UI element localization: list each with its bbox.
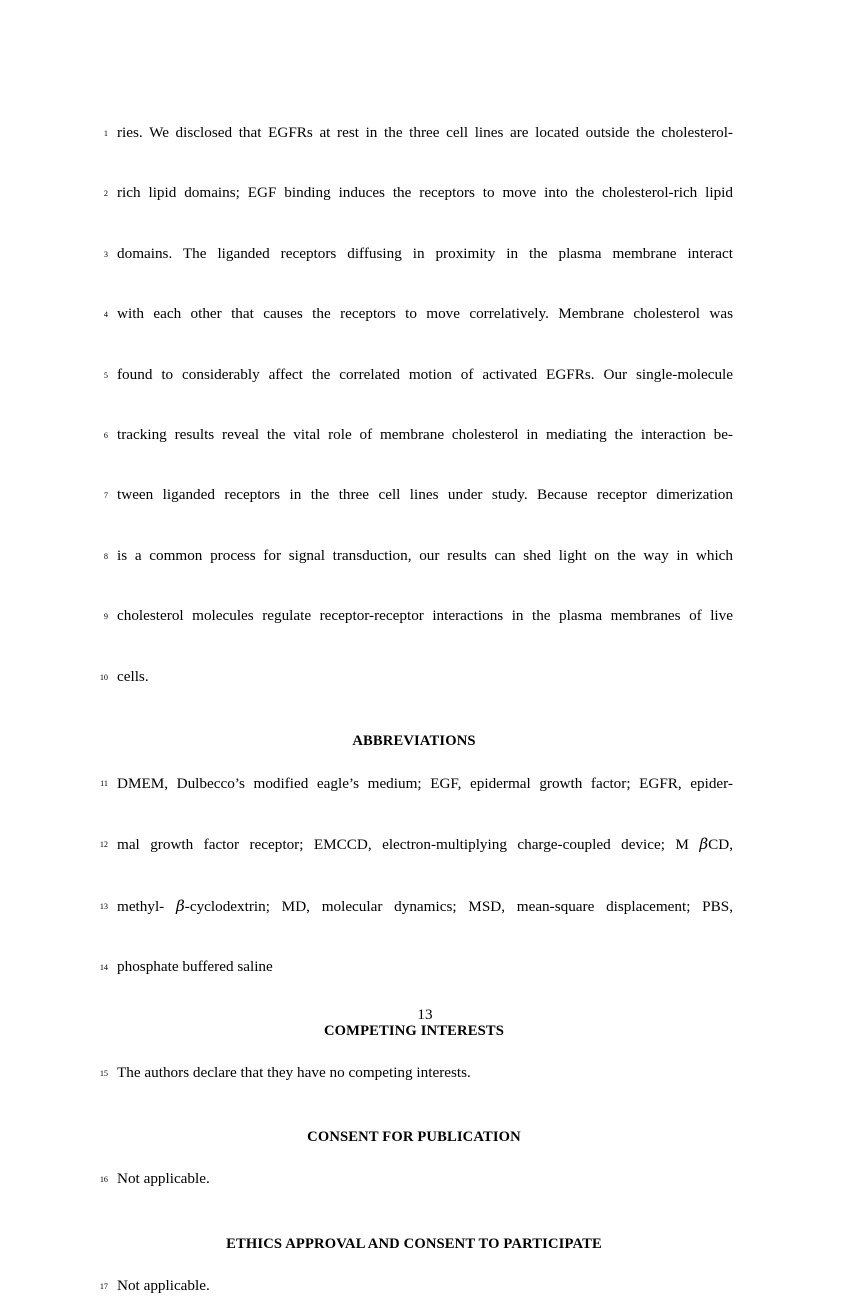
- line-number: 6: [103, 431, 108, 441]
- text-line: [95, 118, 733, 178]
- text-line: [95, 541, 733, 601]
- line-text-pre: Not applicable.: [117, 1170, 210, 1188]
- line-text-pre: mal growth factor receptor; EMCCD, electron-multiplying charge-coupled device; M: [117, 836, 700, 854]
- line-text: [117, 768, 733, 829]
- text-line: [95, 360, 733, 420]
- section-heading-consent-for-publication: CONSENT FOR PUBLICATION: [307, 1129, 521, 1146]
- line-text-pre: phosphate buffered saline: [117, 958, 273, 976]
- line-text: domains. The liganded receptors diffusing in proximity in the plasma membrane interact: [117, 244, 733, 262]
- line-text: found to considerably affect the correlated motion of activated EGFRs. Our single-molecule: [117, 365, 733, 383]
- line-number: 2: [103, 189, 108, 199]
- line-text: with each other that causes the receptors to move correlatively. Membrane cholesterol was: [117, 305, 733, 323]
- line-text-pre: DMEM, Dulbecco’s modified eagle’s medium; EGF, epidermal growth factor; EGFR, epider-: [117, 774, 733, 792]
- text-line: [95, 480, 733, 540]
- line-text: cells.: [117, 667, 149, 685]
- line-number: 8: [103, 551, 108, 561]
- text-line: [95, 1058, 733, 1088]
- line-text: ries. We disclosed that EGFRs at rest in the three cell lines are located outside the cholesterol-: [117, 124, 733, 141]
- line-text-post: -cyclodextrin; MD, molecular dynamics; MSD, mean-square displacement; PBS,: [184, 897, 733, 915]
- line-number: 17: [99, 1281, 108, 1291]
- line-text: [117, 829, 733, 890]
- line-number: 14: [99, 963, 108, 973]
- line-text: tracking results reveal the vital role of membrane cholesterol in mediating the interaction be-: [117, 426, 733, 444]
- text-line: [95, 1164, 733, 1194]
- line-number: 9: [103, 612, 108, 622]
- line-number: 10: [99, 672, 108, 682]
- text-line: [95, 420, 733, 480]
- line-number: 7: [103, 491, 108, 501]
- line-number: 4: [103, 310, 108, 320]
- line-number: 1: [103, 129, 108, 138]
- section-heading-ethics-approval: ETHICS APPROVAL AND CONSENT TO PARTICIPATE: [226, 1235, 602, 1252]
- line-text: [117, 1164, 733, 1194]
- text-line: [95, 1271, 733, 1301]
- section-heading-abbreviations: ABBREVIATIONS: [352, 732, 476, 749]
- text-line: [95, 299, 733, 359]
- beta-symbol: β: [699, 835, 709, 854]
- line-text-post: CD,: [708, 836, 733, 854]
- line-text-pre: Not applicable.: [117, 1276, 210, 1294]
- line-number: 15: [99, 1069, 108, 1079]
- heading-spacer: [95, 1152, 733, 1164]
- line-text: rich lipid domains; EGF binding induces the receptors to move into the cholesterol-rich lipid: [117, 184, 733, 202]
- line-number: 13: [99, 901, 108, 911]
- line-number: 11: [100, 778, 108, 788]
- text-line: [95, 239, 733, 299]
- heading-spacer: [95, 756, 733, 768]
- line-number: 3: [103, 249, 108, 259]
- line-text: [117, 891, 733, 952]
- abbreviations-paragraph: [95, 768, 733, 982]
- text-line: [95, 601, 733, 661]
- section-spacer: [95, 1088, 733, 1122]
- line-text: [117, 952, 733, 982]
- line-text: is a common process for signal transduction, our results can shed light on the way in which: [117, 546, 733, 564]
- text-line: [95, 178, 733, 238]
- heading-spacer: [95, 1046, 733, 1058]
- page-content: [95, 118, 733, 1301]
- line-text: cholesterol molecules regulate receptor-receptor interactions in the plasma membranes of live: [117, 607, 733, 625]
- line-text: [117, 1058, 733, 1088]
- text-line: [95, 768, 733, 829]
- section-spacer: [95, 692, 733, 726]
- text-line: [95, 662, 733, 692]
- heading-spacer: [95, 1259, 733, 1271]
- line-text-pre: methyl-: [117, 897, 176, 915]
- section-heading-competing-interests: COMPETING INTERESTS: [323, 1023, 505, 1040]
- text-line: [95, 952, 733, 982]
- text-line: [95, 891, 733, 952]
- text-line: [95, 829, 733, 890]
- page-number: 13: [417, 1006, 433, 1023]
- line-number: 16: [99, 1175, 108, 1185]
- beta-symbol: β: [175, 896, 185, 915]
- section-spacer: [95, 1195, 733, 1229]
- line-text: [117, 1271, 733, 1301]
- line-number: 12: [99, 840, 108, 850]
- line-text: tween liganded receptors in the three cell lines under study. Because receptor dimerization: [117, 486, 733, 504]
- abstract-continuation-paragraph: [95, 118, 733, 692]
- line-number: 5: [103, 370, 108, 380]
- line-text-pre: The authors declare that they have no competing interests.: [117, 1064, 471, 1082]
